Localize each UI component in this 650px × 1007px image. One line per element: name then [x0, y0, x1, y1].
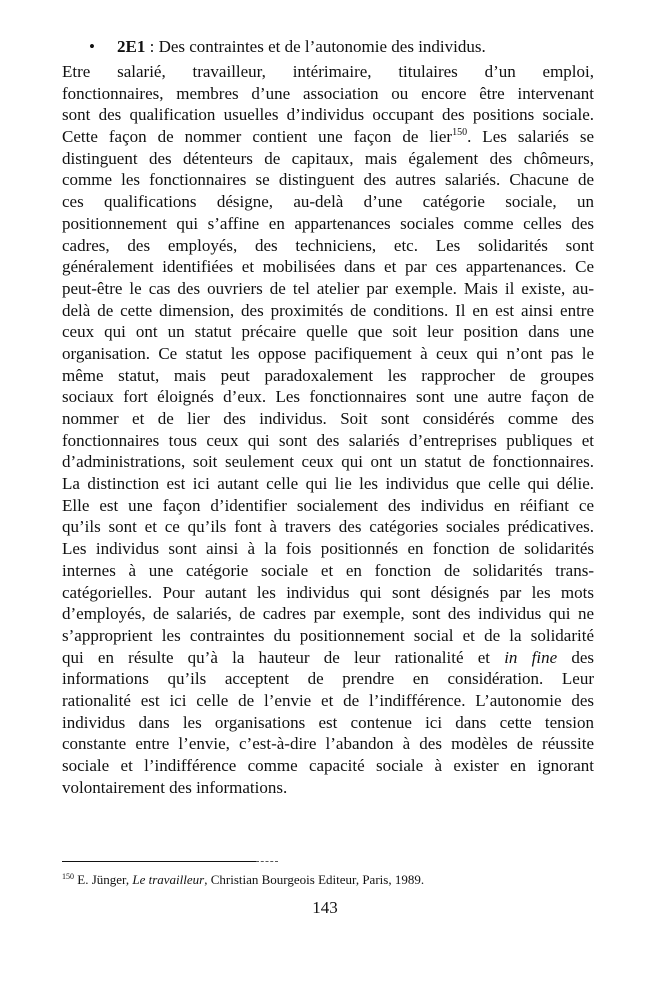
text-line: comme les fonctionnaires se distinguent des autres salariés. Chacune de — [62, 170, 594, 190]
text-line: individus dans les organisations est contenue ici dans cette tension — [62, 712, 594, 732]
text-line: Etre salarié, travailleur, intérimaire, titulaires d’un emploi, — [62, 62, 594, 81]
text-line: qu’ils sont et ce qu’ils font à travers des catégories sociales prédicatives. — [62, 517, 594, 537]
footnote-publisher: , Christian Bourgeois Editeur, Paris, 1989. — [204, 872, 425, 887]
heading-text — [117, 36, 486, 58]
text-line: rationalité est ici celle de l’envie et de l’indifférence. L’autonomie des — [62, 690, 594, 710]
text-line: peut-être le cas des ouvriers de tel atelier par exemple. Mais il existe, au- — [62, 278, 594, 298]
body-paragraph — [62, 61, 594, 798]
text-line: constante entre l’envie, c’est-à-dire l’abandon à des modèles de réussite — [62, 734, 594, 754]
text-segment: . Les salariés se — [467, 127, 594, 147]
text-line: positionnement qui s’affine en appartenances sociales comme celles des — [62, 213, 594, 233]
text-line — [62, 647, 594, 669]
footnote-reference: 150 — [452, 127, 468, 139]
footnote-separator — [62, 861, 256, 862]
footnote-title: Le travailleur — [132, 872, 205, 887]
text-line: sociale et l’indifférence comme capacité sociale à exister en ignorant — [62, 756, 594, 775]
footnote-number: 150 — [62, 872, 74, 881]
text-line: distinguent des détenteurs de capitaux, mais également des chômeurs, — [62, 148, 594, 168]
text-line: s’approprient les contraintes du positionnement social et de la solidarité — [62, 625, 594, 645]
text-segment: qui en résulte qu’à la hauteur de leur rationalité et — [62, 647, 505, 667]
text-line: d’administrations, soit seulement ceux qui ont un statut de fonctionnaires. — [62, 452, 594, 472]
text-line: sociaux fort éloignés d’eux. Les fonctionnaires sont une autre façon de — [62, 387, 594, 407]
text-line: La distinction est ici autant celle qui lie les individus que celle qui délie. — [62, 474, 594, 494]
text-line: informations qu’ils acceptent de prendre en considération. Leur — [62, 669, 594, 689]
italic-text: in fine — [504, 647, 558, 667]
text-line: même statut, mais peut paradoxalement les rapprocher de groupes — [62, 365, 594, 385]
text-line: sont des qualification usuelles d’individus occupant des positions sociale. — [62, 105, 594, 125]
text-line: delà de cette dimension, des proximités de conditions. Il en est ainsi entre — [62, 300, 594, 320]
text-line: organisation. Ce statut les oppose pacifiquement à ceux qui n’ont pas le — [62, 343, 594, 363]
footnote-author: E. Jünger, — [74, 872, 133, 887]
text-line — [62, 126, 594, 148]
text-line: ces qualifications désigne, au-delà d’une catégorie sociale, un — [62, 192, 594, 212]
heading-title: : Des contraintes et de l’autonomie des individus. — [145, 37, 486, 56]
text-segment: Cette façon de nommer contient une façon de lier — [62, 127, 453, 147]
text-line: cadres, des employés, des techniciens, etc. Les solidarités sont — [62, 235, 594, 255]
bullet-icon: • — [89, 37, 95, 56]
text-line: catégorielles. Pour autant les individus qui sont désignés par les mots — [62, 582, 594, 602]
text-line: d’employés, de salariés, de cadres par exemple, sont des individus qui ne — [62, 604, 594, 624]
text-line: Les individus sont ainsi à la fois positionnés en fonction de solidarités — [62, 539, 594, 559]
text-line: généralement identifiées et mobilisées dans et par ces appartenances. Ce — [62, 257, 594, 277]
page-number: 143 — [312, 898, 338, 917]
text-line: ceux qui ont un statut précaire quelle que soit leur position dans une — [62, 322, 594, 342]
text-segment: des — [557, 647, 594, 667]
text-line: Elle est une façon d’identifier socialement des individus en réifiant ce — [62, 495, 594, 515]
footnote-separator-tail — [256, 861, 278, 862]
heading-label: 2E1 — [117, 37, 146, 56]
text-line: fonctionnaires tous ceux qui sont des salariés d’entreprises publiques et — [62, 430, 594, 450]
text-line: internes à une catégorie sociale et en fonction de solidarités trans- — [62, 560, 594, 580]
text-line: volontairement des informations. — [62, 777, 288, 797]
text-line: fonctionnaires, membres d’une association ou encore être intervenant — [62, 83, 594, 103]
text-line: nommer et de lier des individus. Soit sont considérés comme des — [62, 409, 594, 428]
footnote — [62, 871, 424, 889]
